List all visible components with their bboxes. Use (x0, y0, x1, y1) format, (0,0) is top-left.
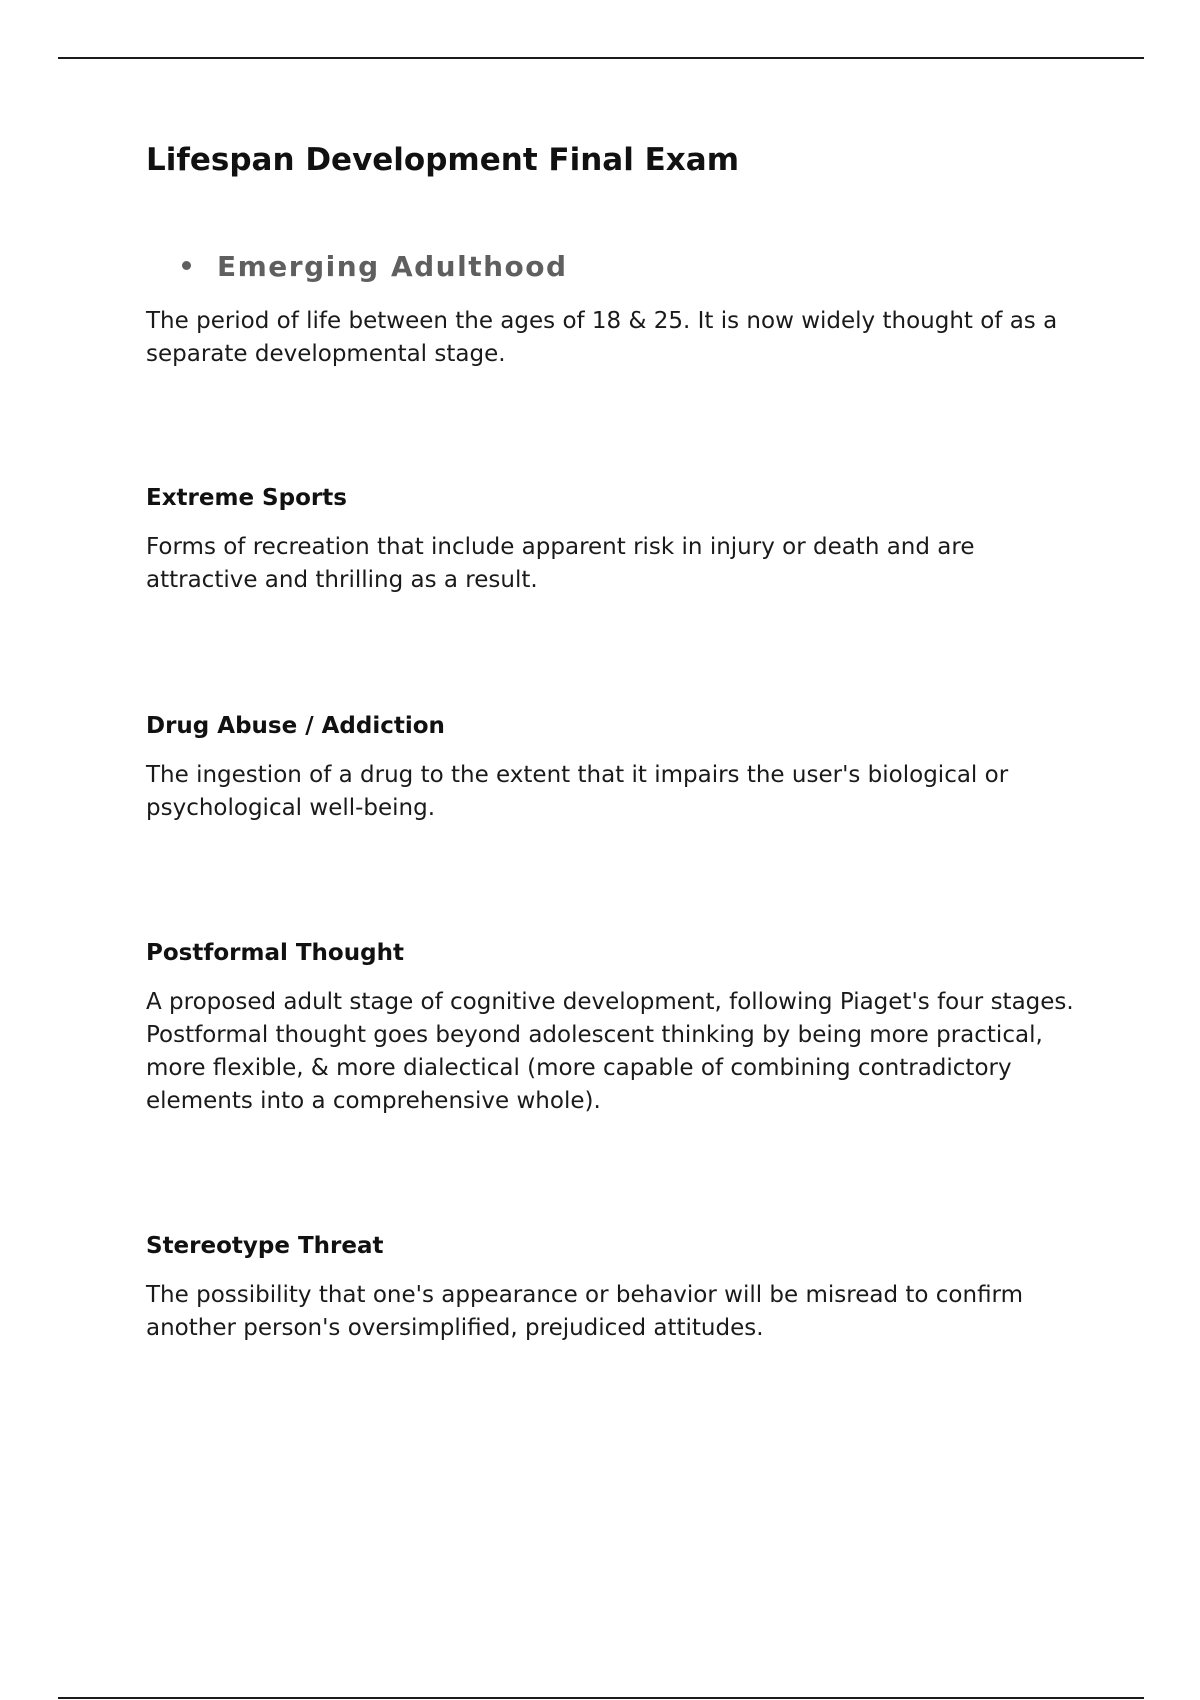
term-definition: Forms of recreation that include apparent risk in injury or death and are attractive and thrilling as a result. (146, 534, 975, 593)
bullet-icon (182, 261, 191, 270)
term-heading: Drug Abuse / Addiction (146, 713, 445, 739)
section-bullet-heading (182, 250, 568, 283)
term-heading: Extreme Sports (146, 485, 347, 511)
section-bullet-label: Emerging Adulthood (217, 250, 568, 283)
term-definition: The possibility that one's appearance or behavior will be misread to confirm another person's oversimplified, prejudiced attitudes. (146, 1282, 1024, 1341)
term-definition: The ingestion of a drug to the extent that it impairs the user's biological or psychological well-being. (146, 762, 1009, 821)
term-heading: Stereotype Threat (146, 1233, 384, 1259)
document-title: Lifespan Development Final Exam (146, 142, 740, 178)
bottom-divider (58, 1697, 1144, 1699)
section-definition: The period of life between the ages of 18 & 25. It is now widely thought of as a separate developmental stage. (146, 308, 1058, 367)
top-divider (58, 57, 1144, 59)
term-definition: A proposed adult stage of cognitive development, following Piaget's four stages. Postformal thought goes beyond adolescent thinking by being more practical, more flexible, & more dialectical (more capable of combining contradictory elements into a comprehensive whole). (146, 989, 1074, 1114)
term-heading: Postformal Thought (146, 940, 404, 966)
